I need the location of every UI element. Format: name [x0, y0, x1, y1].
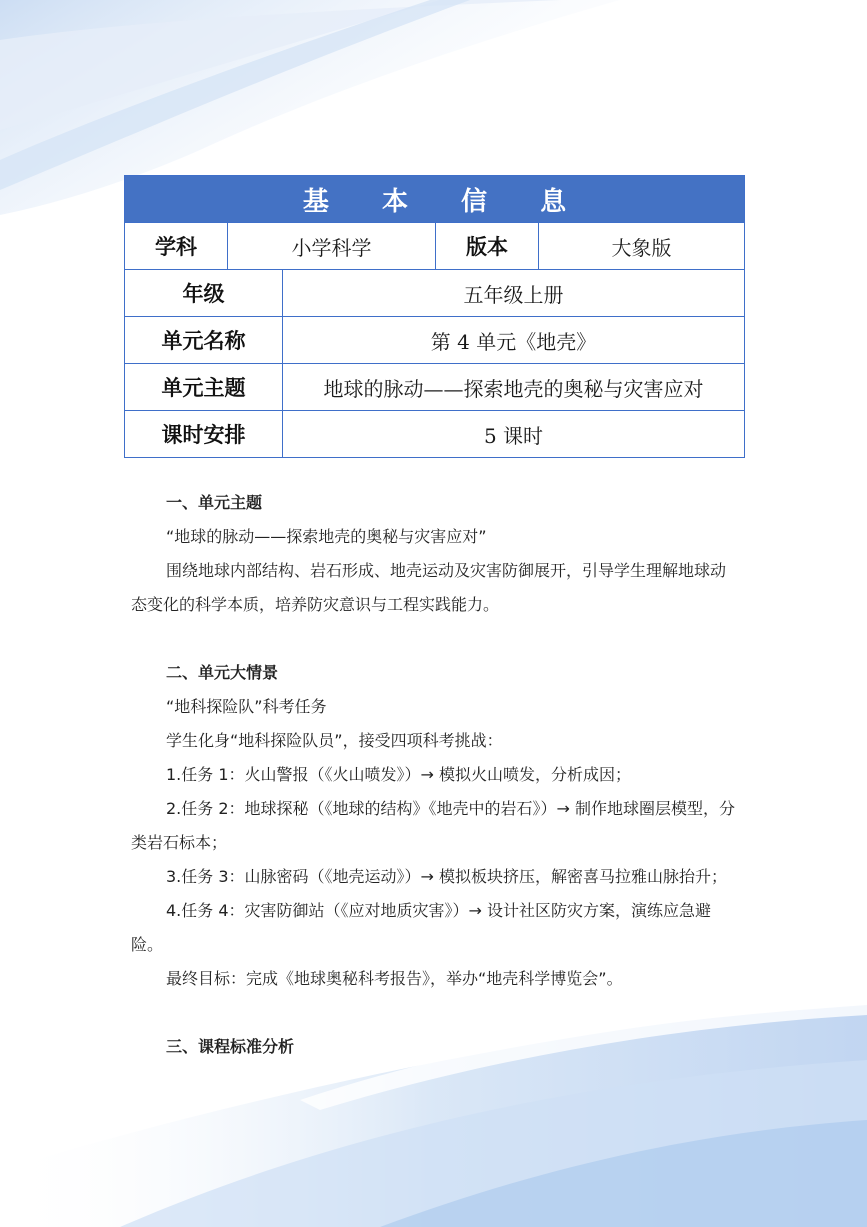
info-row-grade [125, 270, 744, 317]
schedule-value: 5 课时 [483, 423, 544, 448]
grade-value: 五年级上册 [463, 282, 564, 307]
subject-value: 小学科学 [228, 223, 436, 269]
section3-heading: 三、课程标准分析 [166, 1037, 295, 1056]
section1-paragraph: 围绕地球内部结构、岩石形成、地壳运动及灾害防御展开，引导学生理解地球动态变化的科学本质，培养防灾意识与工程实践能力。 [131, 561, 727, 614]
task-item-1: 1.任务 1：火山警报（《火山喷发》）→ 模拟火山喷发，分析成因； [166, 765, 632, 784]
task-item-4: 4.任务 4：灾害防御站（《应对地质灾害》）→ 设计社区防灾方案，演练应急避险。 [131, 901, 712, 954]
subject-label: 学科 [125, 223, 228, 269]
section2-subtitle: “地科探险队”科考任务 [166, 697, 327, 716]
edition-value: 大象版 [611, 235, 672, 260]
info-row-subject [125, 223, 744, 270]
unit-theme-label: 单元主题 [125, 364, 283, 410]
unit-name-value: 第 4 单元《地壳》 [430, 329, 597, 354]
section1-heading: 一、单元主题 [166, 493, 263, 512]
info-row-unit-name [125, 317, 744, 364]
info-row-unit-theme [125, 364, 744, 411]
document-body [131, 486, 741, 1064]
info-table-title: 基 本 信 息 [125, 176, 744, 223]
task-item-2: 2.任务 2：地球探秘（《地球的结构》《地壳中的岩石》）→ 制作地球圈层模型，分类岩石标本； [131, 799, 736, 852]
unit-name-label: 单元名称 [125, 317, 283, 363]
edition-label: 版本 [436, 223, 539, 269]
section2-heading: 二、单元大情景 [166, 663, 279, 682]
task-item-3: 3.任务 3：山脉密码（《地壳运动》）→ 模拟板块挤压，解密喜马拉雅山脉抬升； [166, 867, 728, 886]
schedule-label: 课时安排 [125, 411, 283, 457]
section1-quote: “地球的脉动——探索地壳的奥秘与灾害应对” [166, 527, 487, 546]
section2-goal: 最终目标：完成《地球奥秘科考报告》，举办“地壳科学博览会”。 [166, 969, 623, 988]
basic-info-table [124, 175, 745, 458]
spacer [131, 622, 741, 656]
info-row-schedule [125, 411, 744, 457]
section2-intro: 学生化身“地科探险队员”，接受四项科考挑战： [166, 731, 503, 750]
spacer [131, 996, 741, 1030]
unit-theme-value: 地球的脉动——探索地壳的奥秘与灾害应对 [323, 376, 704, 401]
grade-label: 年级 [125, 270, 283, 316]
